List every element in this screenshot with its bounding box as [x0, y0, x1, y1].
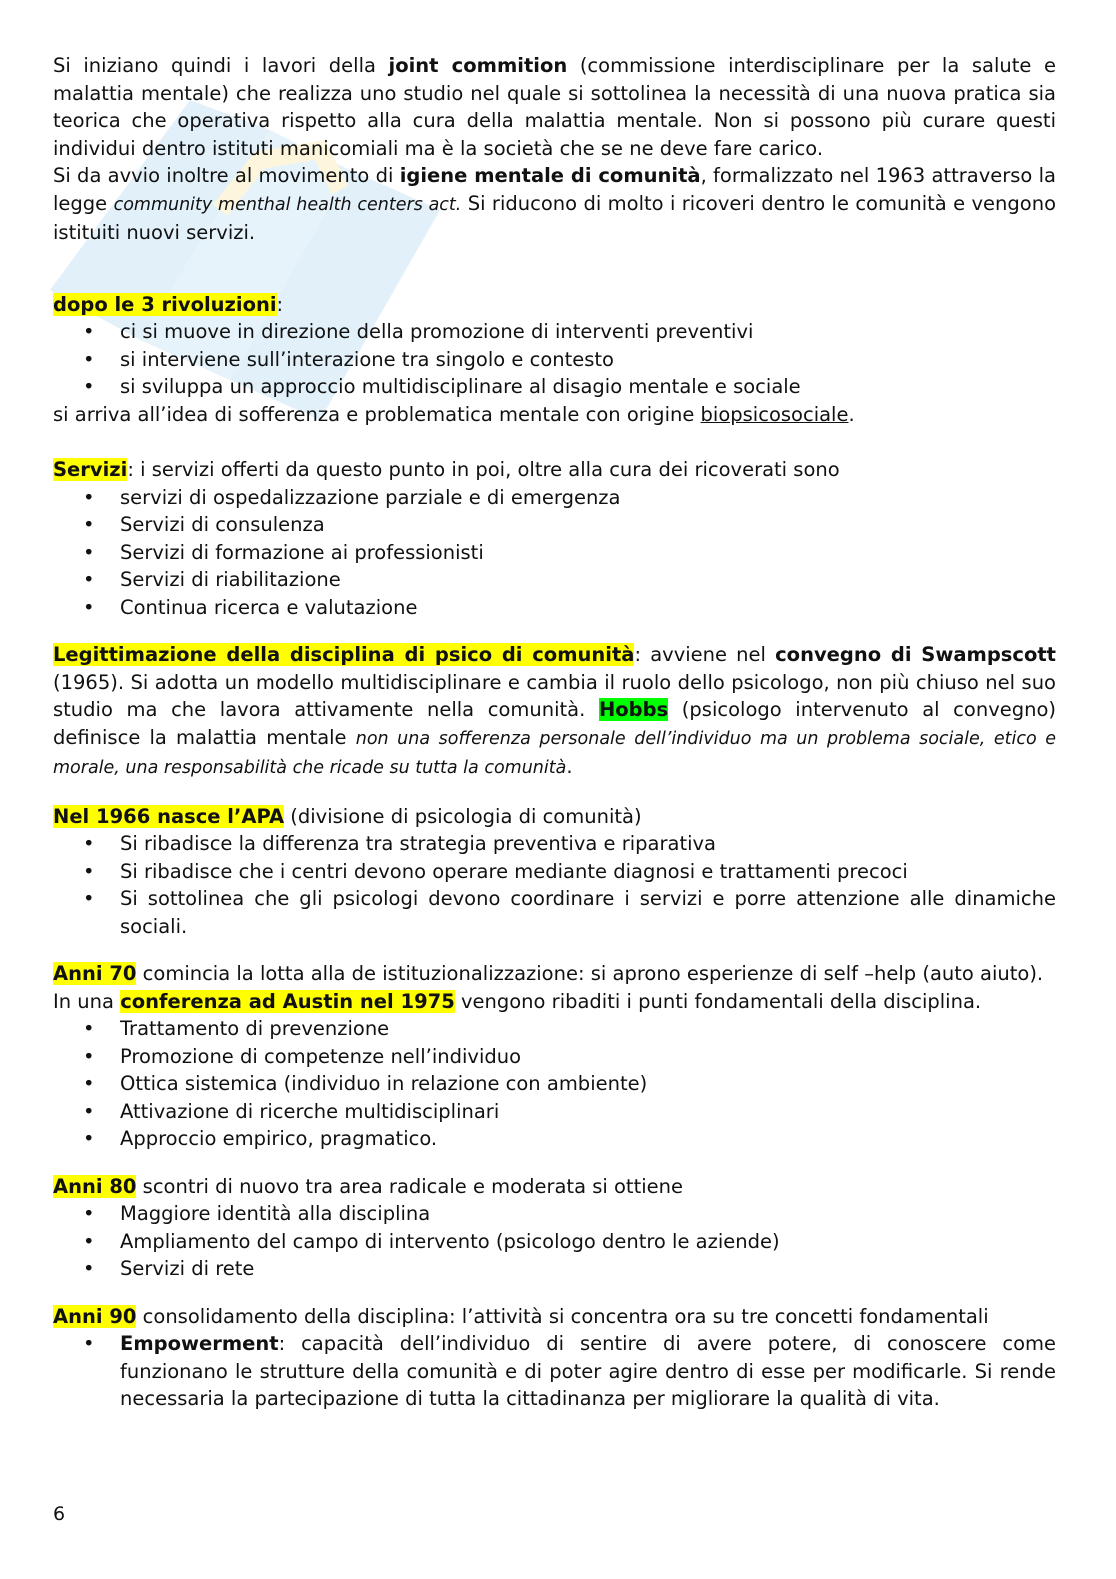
- anni90-list: [53, 1330, 1056, 1413]
- list-item: • ci si muove in direzione della promozione di interventi preventivi: [53, 318, 1056, 346]
- list-item: • Promozione di competenze nell’individuo: [53, 1043, 1056, 1071]
- list-item: • si sviluppa un approccio multidisciplinare al disagio mentale e sociale: [53, 373, 1056, 401]
- apa-list: [53, 830, 1056, 940]
- list-item: • Approccio empirico, pragmatico.: [53, 1125, 1056, 1153]
- term-swampscott: convegno di Swampscott: [775, 643, 1056, 666]
- list-item: • Ottica sistemica (individuo in relazione con ambiente): [53, 1070, 1056, 1098]
- highlight-heading: dopo le 3 rivoluzioni: [53, 292, 277, 316]
- list-item: • Si sottolinea che gli psicologi devono coordinare i servizi e porre attenzione alle dinamiche sociali.: [53, 885, 1056, 940]
- highlight-heading: Anni 90: [53, 1304, 137, 1328]
- underlined-term: biopsicosociale: [700, 402, 849, 426]
- highlight-austin: conferenza ad Austin nel 1975: [120, 989, 455, 1013]
- list-item: • Ampliamento del campo di intervento (psicologo dentro le aziende): [53, 1228, 1056, 1256]
- term-igiene-mentale: igiene mentale di comunità: [399, 164, 701, 187]
- list-item: • Trattamento di prevenzione: [53, 1015, 1056, 1043]
- list-item: • Continua ricerca e valutazione: [53, 594, 1056, 622]
- list-item: • Servizi di riabilitazione: [53, 566, 1056, 594]
- rivoluzioni-list: [53, 318, 1056, 401]
- list-item: • Servizi di formazione ai professionisti: [53, 539, 1056, 567]
- apa-heading: Nel 1966 nasce l’APA (divisione di psicologia di comunità): [53, 804, 642, 828]
- austin-paragraph: In una conferenza ad Austin nel 1975 vengono ribaditi i punti fondamentali della disciplina.: [53, 989, 982, 1013]
- definition-quote: non una sofferenza personale dell’individuo ma un problema sociale, etico e morale, una responsabilità che ricade su tutta la comunità: [53, 728, 1056, 778]
- anni70-paragraph: Anni 70 comincia la lotta alla de istituzionalizzazione: si aprono esperienze di self –help (auto aiuto).: [53, 962, 1044, 985]
- servizi-list: [53, 484, 1056, 622]
- list-item: • Servizi di rete: [53, 1255, 1056, 1283]
- list-item: • servizi di ospedalizzazione parziale e di emergenza: [53, 484, 1056, 512]
- austin-list: [53, 1015, 1056, 1153]
- list-item: • Attivazione di ricerche multidisciplinari: [53, 1098, 1056, 1126]
- anni80-list: [53, 1200, 1056, 1283]
- highlight-heading: Nel 1966 nasce l’APA: [53, 804, 285, 828]
- highlight-heading: Servizi: [53, 458, 128, 481]
- list-item: • Servizi di consulenza: [53, 511, 1056, 539]
- term-joint-commition: joint commition: [388, 54, 568, 77]
- law-title: community menthal health centers act.: [113, 194, 462, 215]
- rivoluzioni-conclusion: si arriva all’idea di sofferenza e problematica mentale con origine biopsicosociale.: [53, 402, 855, 426]
- servizi-heading: Servizi: i servizi offerti da questo punto in poi, oltre alla cura dei ricoverati sono: [53, 458, 840, 481]
- document-page: [53, 52, 1056, 1413]
- intro-paragraph-2: Si da avvio inoltre al movimento di igiene mentale di comunità, formalizzato nel 1963 attraverso la legge community menthal health centers act. Si riducono di molto i ricoveri dentro le comunità e vengono istituiti nuovi servizi.: [53, 164, 1056, 244]
- term-empowerment: Empowerment: [120, 1332, 279, 1355]
- rivoluzioni-heading: dopo le 3 rivoluzioni:: [53, 292, 284, 316]
- anni80-heading: Anni 80 scontri di nuovo tra area radicale e moderata si ottiene: [53, 1174, 683, 1198]
- highlight-heading: Anni 80: [53, 1174, 137, 1198]
- list-item: • Si ribadisce che i centri devono operare mediante diagnosi e trattamenti precoci: [53, 858, 1056, 886]
- highlight-heading: Legittimazione della disciplina di psico di comunità: [53, 643, 635, 666]
- page-number: 6: [53, 1503, 66, 1525]
- list-item: • Empowerment: capacità dell’individuo di sentire di avere potere, di conoscere come funzionano le strutture della comunità e di poter agire dentro di esse per modificarle. Si rende necessaria la partecipazione di tutta la cittadinanza per migliorare la qualità di vita.: [53, 1330, 1056, 1413]
- highlight-hobbs: Hobbs: [598, 698, 669, 721]
- list-item: • si interviene sull’interazione tra singolo e contesto: [53, 346, 1056, 374]
- highlight-heading: Anni 70: [53, 962, 137, 985]
- anni90-heading: Anni 90 consolidamento della disciplina: l’attività si concentra ora su tre concetti fondamentali: [53, 1304, 989, 1328]
- list-item: • Maggiore identità alla disciplina: [53, 1200, 1056, 1228]
- legittimazione-paragraph: Legittimazione della disciplina di psico di comunità: avviene nel convegno di Swampscott (1965). Si adotta un modello multidisciplinare e cambia il ruolo dello psicologo, non più chiuso nel suo studio ma che lavora attivamente nella comunità. Hobbs (psicologo intervenuto al convegno) definisce la malattia mentale non una sofferenza personale dell’individuo ma un problema sociale, etico e morale, una responsabilità che ricade su tutta la comunità.: [53, 643, 1057, 778]
- intro-paragraph-1: Si iniziano quindi i lavori della joint commition (commissione interdisciplinare per la salute e malattia mentale) che realizza uno studio nel quale si sottolinea la necessità di una nuova pratica sia teorica che operativa rispetto alla cura della malattia mentale. Non si possono più curare questi individui dentro istituti manicomiali ma è la società che se ne deve fare carico.: [53, 54, 1056, 160]
- list-item: • Si ribadisce la differenza tra strategia preventiva e riparativa: [53, 830, 1056, 858]
